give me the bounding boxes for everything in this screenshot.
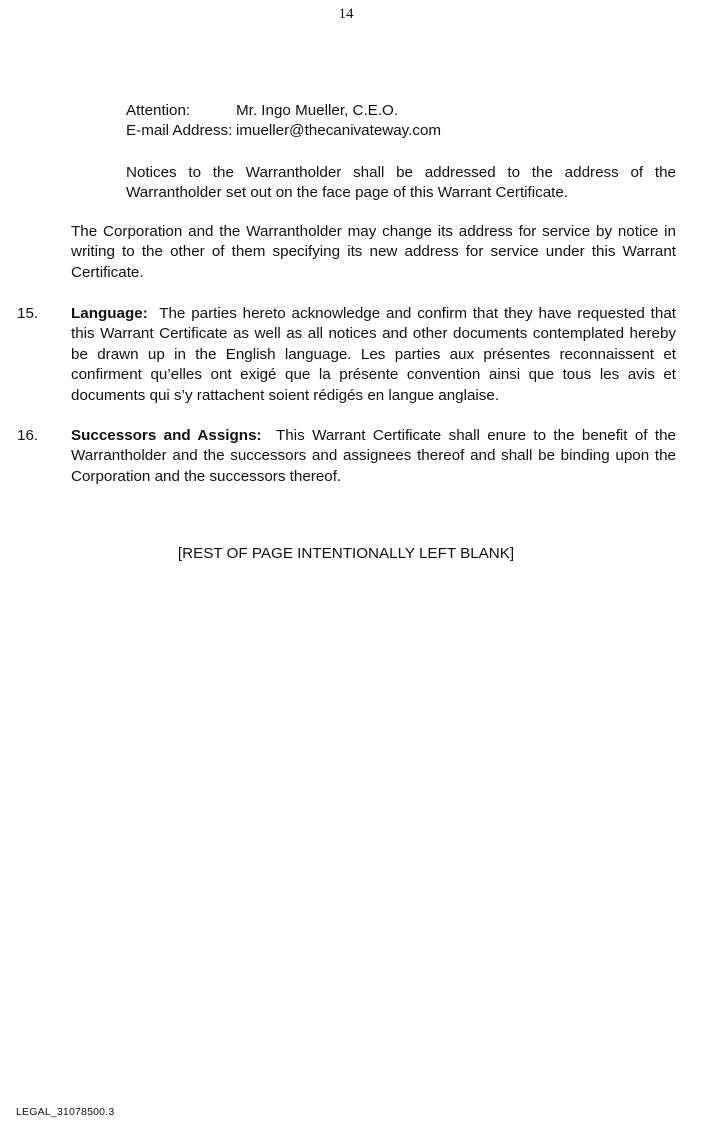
section-heading: Successors and Assigns: [71,427,262,444]
section-number: 15. [17,305,39,322]
blank-page-notice: [REST OF PAGE INTENTIONALLY LEFT BLANK] [177,545,515,562]
section-body: The parties hereto acknowledge and confirm that they have requested that this Warrant Certificate as well as all notices and other documents contemplated hereby be drawn up in the English language. Les parties aux présentes reconnaissent et confirment qu’elles ont exigé que la présente convention ainsi que tous les avis et documents qui s’y rattachent soient rédigés en langue anglaise. [71,305,677,404]
email-value: imueller@thecanivateway.com [236,122,442,139]
section-body: This Warrant Certificate shall enure to the benefit of the Warrantholder and the successors and assignees thereof and shall be binding upon the Corporation and the successors thereof. [71,427,677,485]
section-heading: Language: [71,305,148,322]
section-successors [71,426,676,487]
section-language [71,304,676,406]
notices-paragraph: Notices to the Warrantholder shall be addressed to the address of the Warrantholder set out on the face page of this Warrant Certificate. [126,164,676,202]
attention-value: Mr. Ingo Mueller, C.E.O. [236,102,399,119]
document-footer-code: LEGAL_31078500.3 [16,1106,115,1118]
attention-label: Attention: [126,102,191,119]
email-label: E-mail Address: [126,122,233,139]
address-change-paragraph: The Corporation and the Warrantholder may change its address for service by notice in writing to the other of them specifying its new address for service under this Warrant Certificate. [71,223,676,281]
section-number: 16. [17,427,39,444]
page-number: 14 [338,6,354,22]
